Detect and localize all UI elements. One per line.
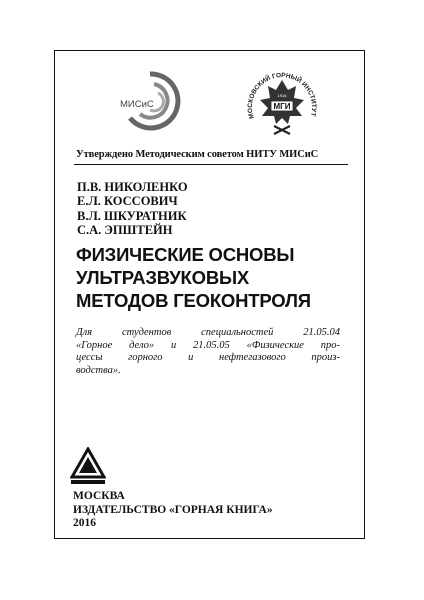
imprint-publisher: ИЗДАТЕЛЬСТВО «ГОРНАЯ КНИГА» (73, 503, 273, 516)
description-line: Для студентов специальностей 21.05.04 (76, 327, 340, 338)
author-name: П.В. НИКОЛЕНКО (77, 180, 188, 194)
mgi-ring-text: МОСКОВСКИЙ ГОРНЫЙ ИНСТИТУТ (246, 72, 318, 120)
description-line: «Горное дело» и 21.05.05 «Физические про- (76, 339, 340, 351)
title-line: ФИЗИЧЕСКИЕ ОСНОВЫ (76, 244, 295, 265)
description-line: водства». (76, 364, 121, 376)
mgi-center-text: МГИ (273, 102, 291, 111)
author-name: Е.Л. КОССОВИЧ (77, 194, 178, 209)
author-name: В.Л. ШКУРАТНИК (77, 208, 187, 223)
mgi-year: 1918 (277, 93, 287, 98)
audience-description (76, 327, 340, 377)
title-line: МЕТОДОВ ГЕОКОНТРОЛЯ (76, 290, 311, 311)
misis-logo-text: МИСиС (120, 99, 154, 110)
mgi-logo (244, 66, 320, 142)
approval-note: Утверждено Методическим советом НИТУ МИСиС (76, 149, 319, 160)
imprint-year: 2016 (73, 517, 96, 529)
misis-logo (120, 70, 186, 132)
book-title (76, 243, 311, 312)
author-list (77, 180, 188, 237)
publisher-logo (70, 447, 106, 485)
title-line: УЛЬТРАЗВУКОВЫХ (76, 267, 250, 288)
imprint (73, 490, 273, 531)
divider (74, 164, 348, 165)
crossed-hammers-icon (274, 126, 290, 134)
description-line: цессы горного и нефтегазового произ- (76, 352, 340, 363)
imprint-city: МОСКВА (73, 490, 125, 502)
author-name: С.А. ЭПШТЕЙН (77, 222, 173, 237)
